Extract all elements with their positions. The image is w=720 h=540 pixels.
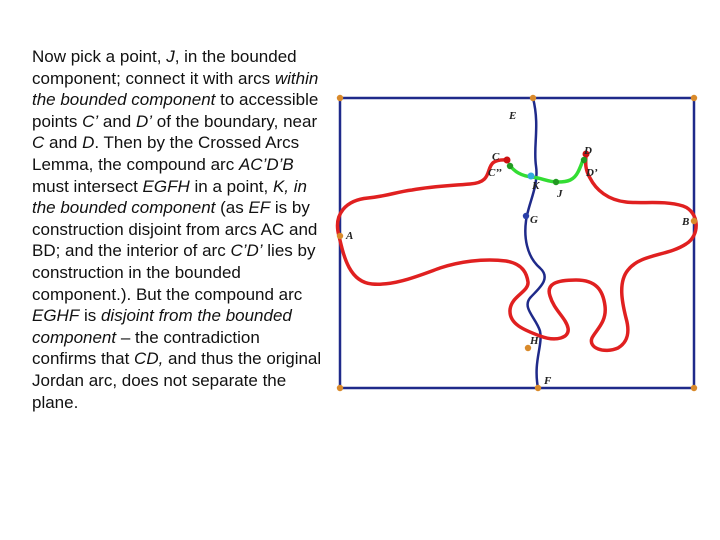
paragraph-run: (as bbox=[215, 198, 249, 218]
label-a: A bbox=[346, 230, 354, 242]
paragraph-run: – the contradiction confirms that bbox=[32, 327, 260, 369]
corner-point bbox=[691, 95, 697, 101]
label-c: C bbox=[492, 151, 500, 163]
jordan-arc-diagram bbox=[328, 86, 712, 398]
paragraph-run: C bbox=[32, 133, 45, 153]
label-g: G bbox=[530, 214, 538, 226]
frame-square bbox=[340, 98, 694, 388]
paragraph-run: and thus the original Jordan arc, does not separate the plane. bbox=[32, 349, 322, 412]
point-g bbox=[523, 213, 529, 219]
point-e bbox=[530, 95, 536, 101]
explanation-paragraph bbox=[32, 46, 322, 413]
point-a bbox=[337, 233, 343, 239]
point-b bbox=[691, 218, 697, 224]
point-f bbox=[535, 385, 541, 391]
paragraph-run: C’D’ bbox=[230, 241, 263, 261]
label-f: F bbox=[544, 375, 552, 387]
paragraph-run: must intersect bbox=[32, 176, 143, 196]
corner-point bbox=[337, 385, 343, 391]
label-j: J bbox=[557, 188, 563, 200]
label-c-prime: C’’ bbox=[488, 167, 502, 179]
point-c-prime bbox=[507, 163, 513, 169]
corner-point bbox=[337, 95, 343, 101]
corner-point bbox=[691, 385, 697, 391]
paragraph-run: J bbox=[166, 47, 175, 66]
paragraph-run: C’ bbox=[82, 111, 99, 131]
arc-a-c bbox=[338, 154, 697, 350]
label-d: D bbox=[584, 145, 592, 157]
paragraph-run: in a point, bbox=[189, 176, 273, 196]
paragraph-run: of the boundary, near bbox=[152, 111, 318, 131]
paragraph-run: , in the bounded component; connect it with arcs bbox=[32, 47, 297, 88]
paragraph-run: is bbox=[79, 306, 101, 326]
paragraph-run: . Then by the Crossed Arcs Lemma, the compound arc bbox=[32, 133, 300, 174]
paragraph-run: D bbox=[82, 133, 95, 153]
paragraph-run: D’ bbox=[135, 111, 153, 131]
paragraph-run: EGFH bbox=[142, 176, 190, 196]
paragraph-run: to accessible points bbox=[32, 90, 319, 131]
arc-c-d-prime bbox=[509, 158, 584, 182]
label-e: E bbox=[509, 110, 517, 122]
point-d-prime bbox=[581, 157, 587, 163]
paragraph-run: disjoint from the bounded component bbox=[32, 306, 292, 347]
label-b: B bbox=[682, 216, 690, 228]
paragraph-run: CD, bbox=[134, 349, 164, 369]
paragraph-run: within the bounded component bbox=[32, 68, 319, 110]
paragraph-run: and bbox=[44, 133, 83, 153]
label-k: K bbox=[532, 180, 540, 192]
paragraph-run: and bbox=[98, 111, 136, 131]
label-h: H bbox=[530, 335, 539, 347]
label-d-prime: D’ bbox=[586, 167, 598, 179]
point-k bbox=[528, 173, 535, 180]
paragraph-run: AC’D’B bbox=[238, 154, 294, 174]
paragraph-run: lies by construction in the bounded component.). But the compound arc bbox=[32, 241, 316, 304]
paragraph-run: EGHF bbox=[32, 306, 80, 326]
paragraph-run: is by construction disjoint from arcs AC and BD; and the interior of arc bbox=[32, 198, 318, 261]
paragraph-run: Now pick a point, bbox=[32, 47, 167, 66]
paragraph-run: K, in the bounded component bbox=[32, 176, 307, 218]
point-c bbox=[504, 157, 511, 164]
paragraph-run: EF bbox=[248, 198, 271, 218]
point-j bbox=[553, 179, 559, 185]
